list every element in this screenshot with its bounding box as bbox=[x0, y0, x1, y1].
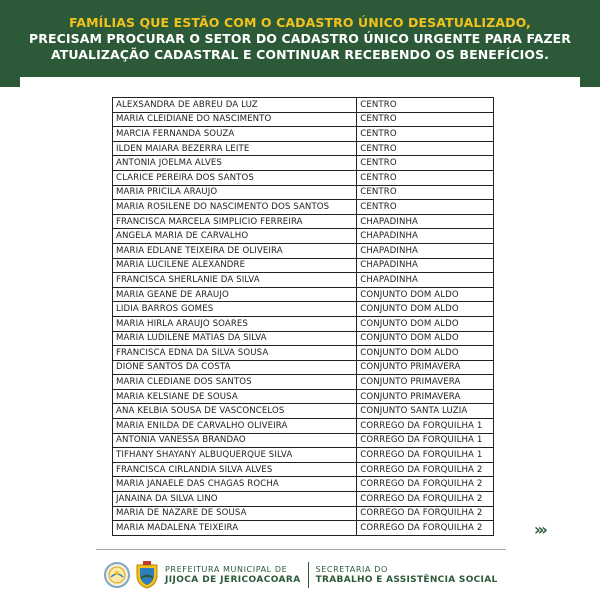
neighborhood-cell: CHAPADINHA bbox=[357, 229, 494, 244]
beneficiary-name-cell: MARIA ROSILENE DO NASCIMENTO DOS SANTOS bbox=[113, 200, 357, 215]
neighborhood-cell: CENTRO bbox=[357, 127, 494, 142]
table-row bbox=[113, 156, 494, 171]
table-row bbox=[113, 200, 494, 215]
beneficiary-name-cell: MARIA LUDILENE MATIAS DA SILVA bbox=[113, 331, 357, 346]
table-row bbox=[113, 506, 494, 521]
beneficiary-name-cell: ANTONIA JOELMA ALVES bbox=[113, 156, 357, 171]
beneficiary-name-cell: MARIA JANAELE DAS CHAGAS ROCHA bbox=[113, 477, 357, 492]
beneficiary-name-cell: ALEXSANDRA DE ABREU DA LUZ bbox=[113, 98, 357, 113]
table-row bbox=[113, 360, 494, 375]
beneficiary-name-cell: MARIA DE NAZARE DE SOUSA bbox=[113, 506, 357, 521]
beneficiary-name-cell: ANTONIA VANESSA BRANDAO bbox=[113, 433, 357, 448]
neighborhood-cell: CHAPADINHA bbox=[357, 273, 494, 288]
table-row bbox=[113, 287, 494, 302]
neighborhood-cell: CENTRO bbox=[357, 141, 494, 156]
neighborhood-cell: CONJUNTO PRIMAVERA bbox=[357, 375, 494, 390]
table-row bbox=[113, 258, 494, 273]
neighborhood-cell: CONJUNTO SANTA LUZIA bbox=[357, 404, 494, 419]
table-row bbox=[113, 389, 494, 404]
secretaria-line2: TRABALHO E ASSISTÊNCIA SOCIAL bbox=[315, 574, 498, 585]
neighborhood-cell: CORREGO DA FORQUILHA 1 bbox=[357, 419, 494, 434]
beneficiary-name-cell: FRANCISCA MARCELA SIMPLICIO FERREIRA bbox=[113, 214, 357, 229]
table-row bbox=[113, 419, 494, 434]
beneficiary-name-cell: MARCIA FERNANDA SOUZA bbox=[113, 127, 357, 142]
neighborhood-cell: CENTRO bbox=[357, 112, 494, 127]
beneficiary-table bbox=[112, 97, 494, 536]
header-notch bbox=[0, 77, 600, 87]
beneficiary-name-cell: FRANCISCA SHERLANIE DA SILVA bbox=[113, 273, 357, 288]
beneficiary-name-cell: JANAINA DA SILVA LINO bbox=[113, 492, 357, 507]
header-title-line2: PRECISAM PROCURAR O SETOR DO CADASTRO ÚNICO URGENTE PARA FAZER bbox=[28, 30, 572, 46]
neighborhood-cell: CHAPADINHA bbox=[357, 258, 494, 273]
neighborhood-cell: CONJUNTO DOM ALDO bbox=[357, 346, 494, 361]
neighborhood-cell: CHAPADINHA bbox=[357, 243, 494, 258]
beneficiary-name-cell: MARIA LUCILENE ALEXANDRE bbox=[113, 258, 357, 273]
prefeitura-label bbox=[165, 565, 301, 586]
beneficiary-name-cell: MARIA GEANE DE ARAUJO bbox=[113, 287, 357, 302]
neighborhood-cell: CORREGO DA FORQUILHA 2 bbox=[357, 477, 494, 492]
beneficiary-name-cell: MARIA MADALENA TEIXEIRA bbox=[113, 521, 357, 536]
table-row bbox=[113, 243, 494, 258]
neighborhood-cell: CORREGO DA FORQUILHA 2 bbox=[357, 521, 494, 536]
neighborhood-cell: CENTRO bbox=[357, 156, 494, 171]
next-arrows-icon[interactable]: ››› bbox=[534, 520, 545, 539]
neighborhood-cell: CONJUNTO DOM ALDO bbox=[357, 302, 494, 317]
beneficiary-name-cell: LIDIA BARROS GOMES bbox=[113, 302, 357, 317]
neighborhood-cell: CENTRO bbox=[357, 170, 494, 185]
table-row bbox=[113, 346, 494, 361]
header-title-line1: FAMÍLIAS QUE ESTÃO COM O CADASTRO ÚNICO DESATUALIZADO, bbox=[69, 14, 531, 30]
table-row bbox=[113, 141, 494, 156]
beneficiary-name-cell: MARIA EDLANE TEIXEIRA DE OLIVEIRA bbox=[113, 243, 357, 258]
table-row bbox=[113, 170, 494, 185]
secretaria-label bbox=[316, 565, 498, 586]
footer-divider bbox=[96, 549, 506, 550]
table-row bbox=[113, 492, 494, 507]
beneficiary-name-cell: FRANCISCA CIRLANDIA SILVA ALVES bbox=[113, 462, 357, 477]
table-row bbox=[113, 331, 494, 346]
beneficiary-table-body bbox=[113, 98, 494, 536]
beneficiary-name-cell: ANGELA MARIA DE CARVALHO bbox=[113, 229, 357, 244]
beneficiary-name-cell: MARIA ENILDA DE CARVALHO OLIVEIRA bbox=[113, 419, 357, 434]
neighborhood-cell: CENTRO bbox=[357, 185, 494, 200]
neighborhood-cell: CORREGO DA FORQUILHA 2 bbox=[357, 506, 494, 521]
coat-of-arms-icon bbox=[135, 561, 159, 589]
beneficiary-name-cell: TIFHANY SHAYANY ALBUQUERQUE SILVA bbox=[113, 448, 357, 463]
neighborhood-cell: CORREGO DA FORQUILHA 2 bbox=[357, 492, 494, 507]
beneficiary-table-wrapper bbox=[112, 97, 494, 536]
table-row bbox=[113, 127, 494, 142]
header-title-line3: ATUALIZAÇÃO CADASTRAL E CONTINUAR RECEBENDO OS BENEFÍCIOS. bbox=[50, 46, 550, 62]
beneficiary-name-cell: ILDEN MAIARA BEZERRA LEITE bbox=[113, 141, 357, 156]
table-row bbox=[113, 302, 494, 317]
neighborhood-cell: CONJUNTO DOM ALDO bbox=[357, 287, 494, 302]
beneficiary-name-cell: FRANCISCA EDNA DA SILVA SOUSA bbox=[113, 346, 357, 361]
table-row bbox=[113, 462, 494, 477]
neighborhood-cell: CENTRO bbox=[357, 200, 494, 215]
beneficiary-name-cell: MARIA HIRLA ARAUJO SOARES bbox=[113, 316, 357, 331]
secretaria-line1: SECRETARIA DO bbox=[315, 564, 388, 574]
neighborhood-cell: CENTRO bbox=[357, 98, 494, 113]
table-row bbox=[113, 229, 494, 244]
prefeitura-line1: PREFEITURA MUNICIPAL DE bbox=[165, 564, 288, 574]
table-row bbox=[113, 98, 494, 113]
table-row bbox=[113, 433, 494, 448]
table-row bbox=[113, 375, 494, 390]
table-row bbox=[113, 112, 494, 127]
header-banner bbox=[0, 0, 600, 77]
beneficiary-name-cell: MARIA KELSIANE DE SOUSA bbox=[113, 389, 357, 404]
neighborhood-cell: CHAPADINHA bbox=[357, 214, 494, 229]
beneficiary-name-cell: DIONE SANTOS DA COSTA bbox=[113, 360, 357, 375]
neighborhood-cell: CORREGO DA FORQUILHA 1 bbox=[357, 448, 494, 463]
table-row bbox=[113, 521, 494, 536]
table-row bbox=[113, 448, 494, 463]
table-row bbox=[113, 477, 494, 492]
city-seal-icon bbox=[104, 562, 130, 588]
neighborhood-cell: CORREGO DA FORQUILHA 2 bbox=[357, 462, 494, 477]
neighborhood-cell: CORREGO DA FORQUILHA 1 bbox=[357, 433, 494, 448]
neighborhood-cell: CONJUNTO PRIMAVERA bbox=[357, 389, 494, 404]
neighborhood-cell: CONJUNTO PRIMAVERA bbox=[357, 360, 494, 375]
beneficiary-name-cell: ANA KELBIA SOUSA DE VASCONCELOS bbox=[113, 404, 357, 419]
table-row bbox=[113, 273, 494, 288]
table-row bbox=[113, 404, 494, 419]
neighborhood-cell: CONJUNTO DOM ALDO bbox=[357, 331, 494, 346]
table-row bbox=[113, 214, 494, 229]
footer-separator bbox=[308, 562, 309, 588]
beneficiary-name-cell: MARIA CLEDIANE DOS SANTOS bbox=[113, 375, 357, 390]
prefeitura-line2: JIJOCA DE JERICOACOARA bbox=[165, 574, 301, 585]
table-row bbox=[113, 316, 494, 331]
neighborhood-cell: CONJUNTO DOM ALDO bbox=[357, 316, 494, 331]
beneficiary-name-cell: MARIA CLEIDIANE DO NASCIMENTO bbox=[113, 112, 357, 127]
beneficiary-name-cell: CLARICE PEREIRA DOS SANTOS bbox=[113, 170, 357, 185]
table-row bbox=[113, 185, 494, 200]
footer bbox=[104, 559, 498, 591]
beneficiary-name-cell: MARIA PRICILA ARAUJO bbox=[113, 185, 357, 200]
